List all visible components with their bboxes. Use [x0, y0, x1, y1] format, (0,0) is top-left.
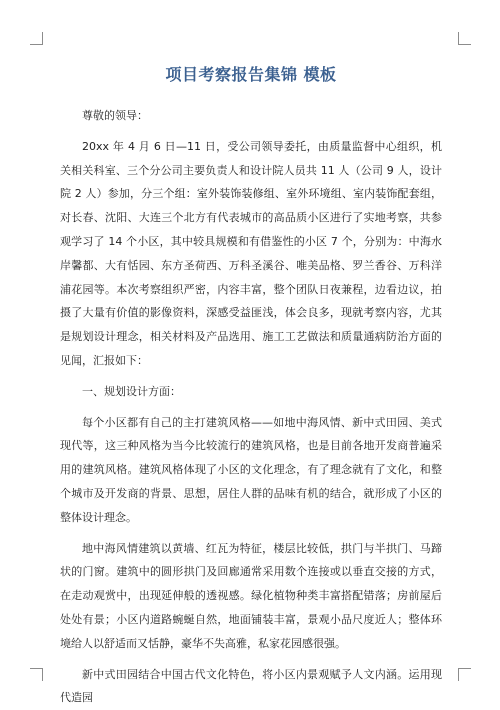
crop-mark-top-right [458, 32, 471, 45]
paragraph-mediterranean: 地中海风情建筑以黄墙、红瓦为特征，楼层比较低，拱门与半拱门、马蹄状的门窗。建筑中的圆形拱门及回廊通常采用数个连接或以垂直交接的方式，在走动观赏中，出现延伸般的透视感。绿化植物种类丰富搭配错落；房前屋后处处有景；小区内道路蜿蜒自然，地面铺装丰富，景观小品尺度近人；整体环境给人以舒适而又恬静，豪华不失高雅，私家花园感很强。 [60, 541, 442, 650]
document-body [60, 64, 442, 710]
crop-mark-bottom-right [458, 668, 471, 681]
greeting: 尊敬的领导： [82, 109, 148, 122]
paragraph-architecture-style: 每个小区都有自己的主打建筑风格——如地中海风情、新中式田园、美式现代等，这三种风格为当今比较流行的建筑风格，也是目前各地开发商普遍采用的建筑风格。建筑风格体现了小区的文化理念，有了理念就有了文化，和整个城市及开发商的背景、思想，居住人群的品味有机的结合，就形成了小区的整体设计理念。 [60, 415, 442, 524]
crop-mark-top-left [30, 32, 43, 45]
paragraph-new-chinese: 新中式田园结合中国古代文化特色，将小区内景观赋予人文内涵。运用现代造园 [60, 667, 442, 705]
section-heading-planning: 一、规划设计方面： [82, 384, 181, 398]
crop-mark-bottom-left [30, 668, 43, 681]
document-title: 项目考察报告集锦 模板 [165, 65, 337, 84]
paragraph-intro: 20xx 年 4 月 6 日—11 日，受公司领导委托，由质量监督中心组织，机关相关科室、三个分公司主要负责人和设计院人员共 11 人（公司 9 人，设计院 2 人）参加，分三个组：室外装饰装修组、室外环境组、室内装饰配套组，对长春、沈阳、大连三个北方有代表城市的高品质小区进行了实地考察，共参观学习了 14 个小区，其中较具规模和有借鉴性的小区 7 个，分别为：中海水岸馨都、大有恬园、东方圣荷西、万科圣溪谷、唯美品格、罗兰香谷、万科洋浦花园等。本次考察组织严密，内容丰富，整个团队日夜兼程，边看边议，拍摄了大量有价值的影像资料，深感受益匪浅，体会良多，现就考察内容，尤其是规划设计理念，相关材料及产品选用、施工工艺做法和质量通病防治方面的见闻，汇报如下： [60, 139, 442, 367]
